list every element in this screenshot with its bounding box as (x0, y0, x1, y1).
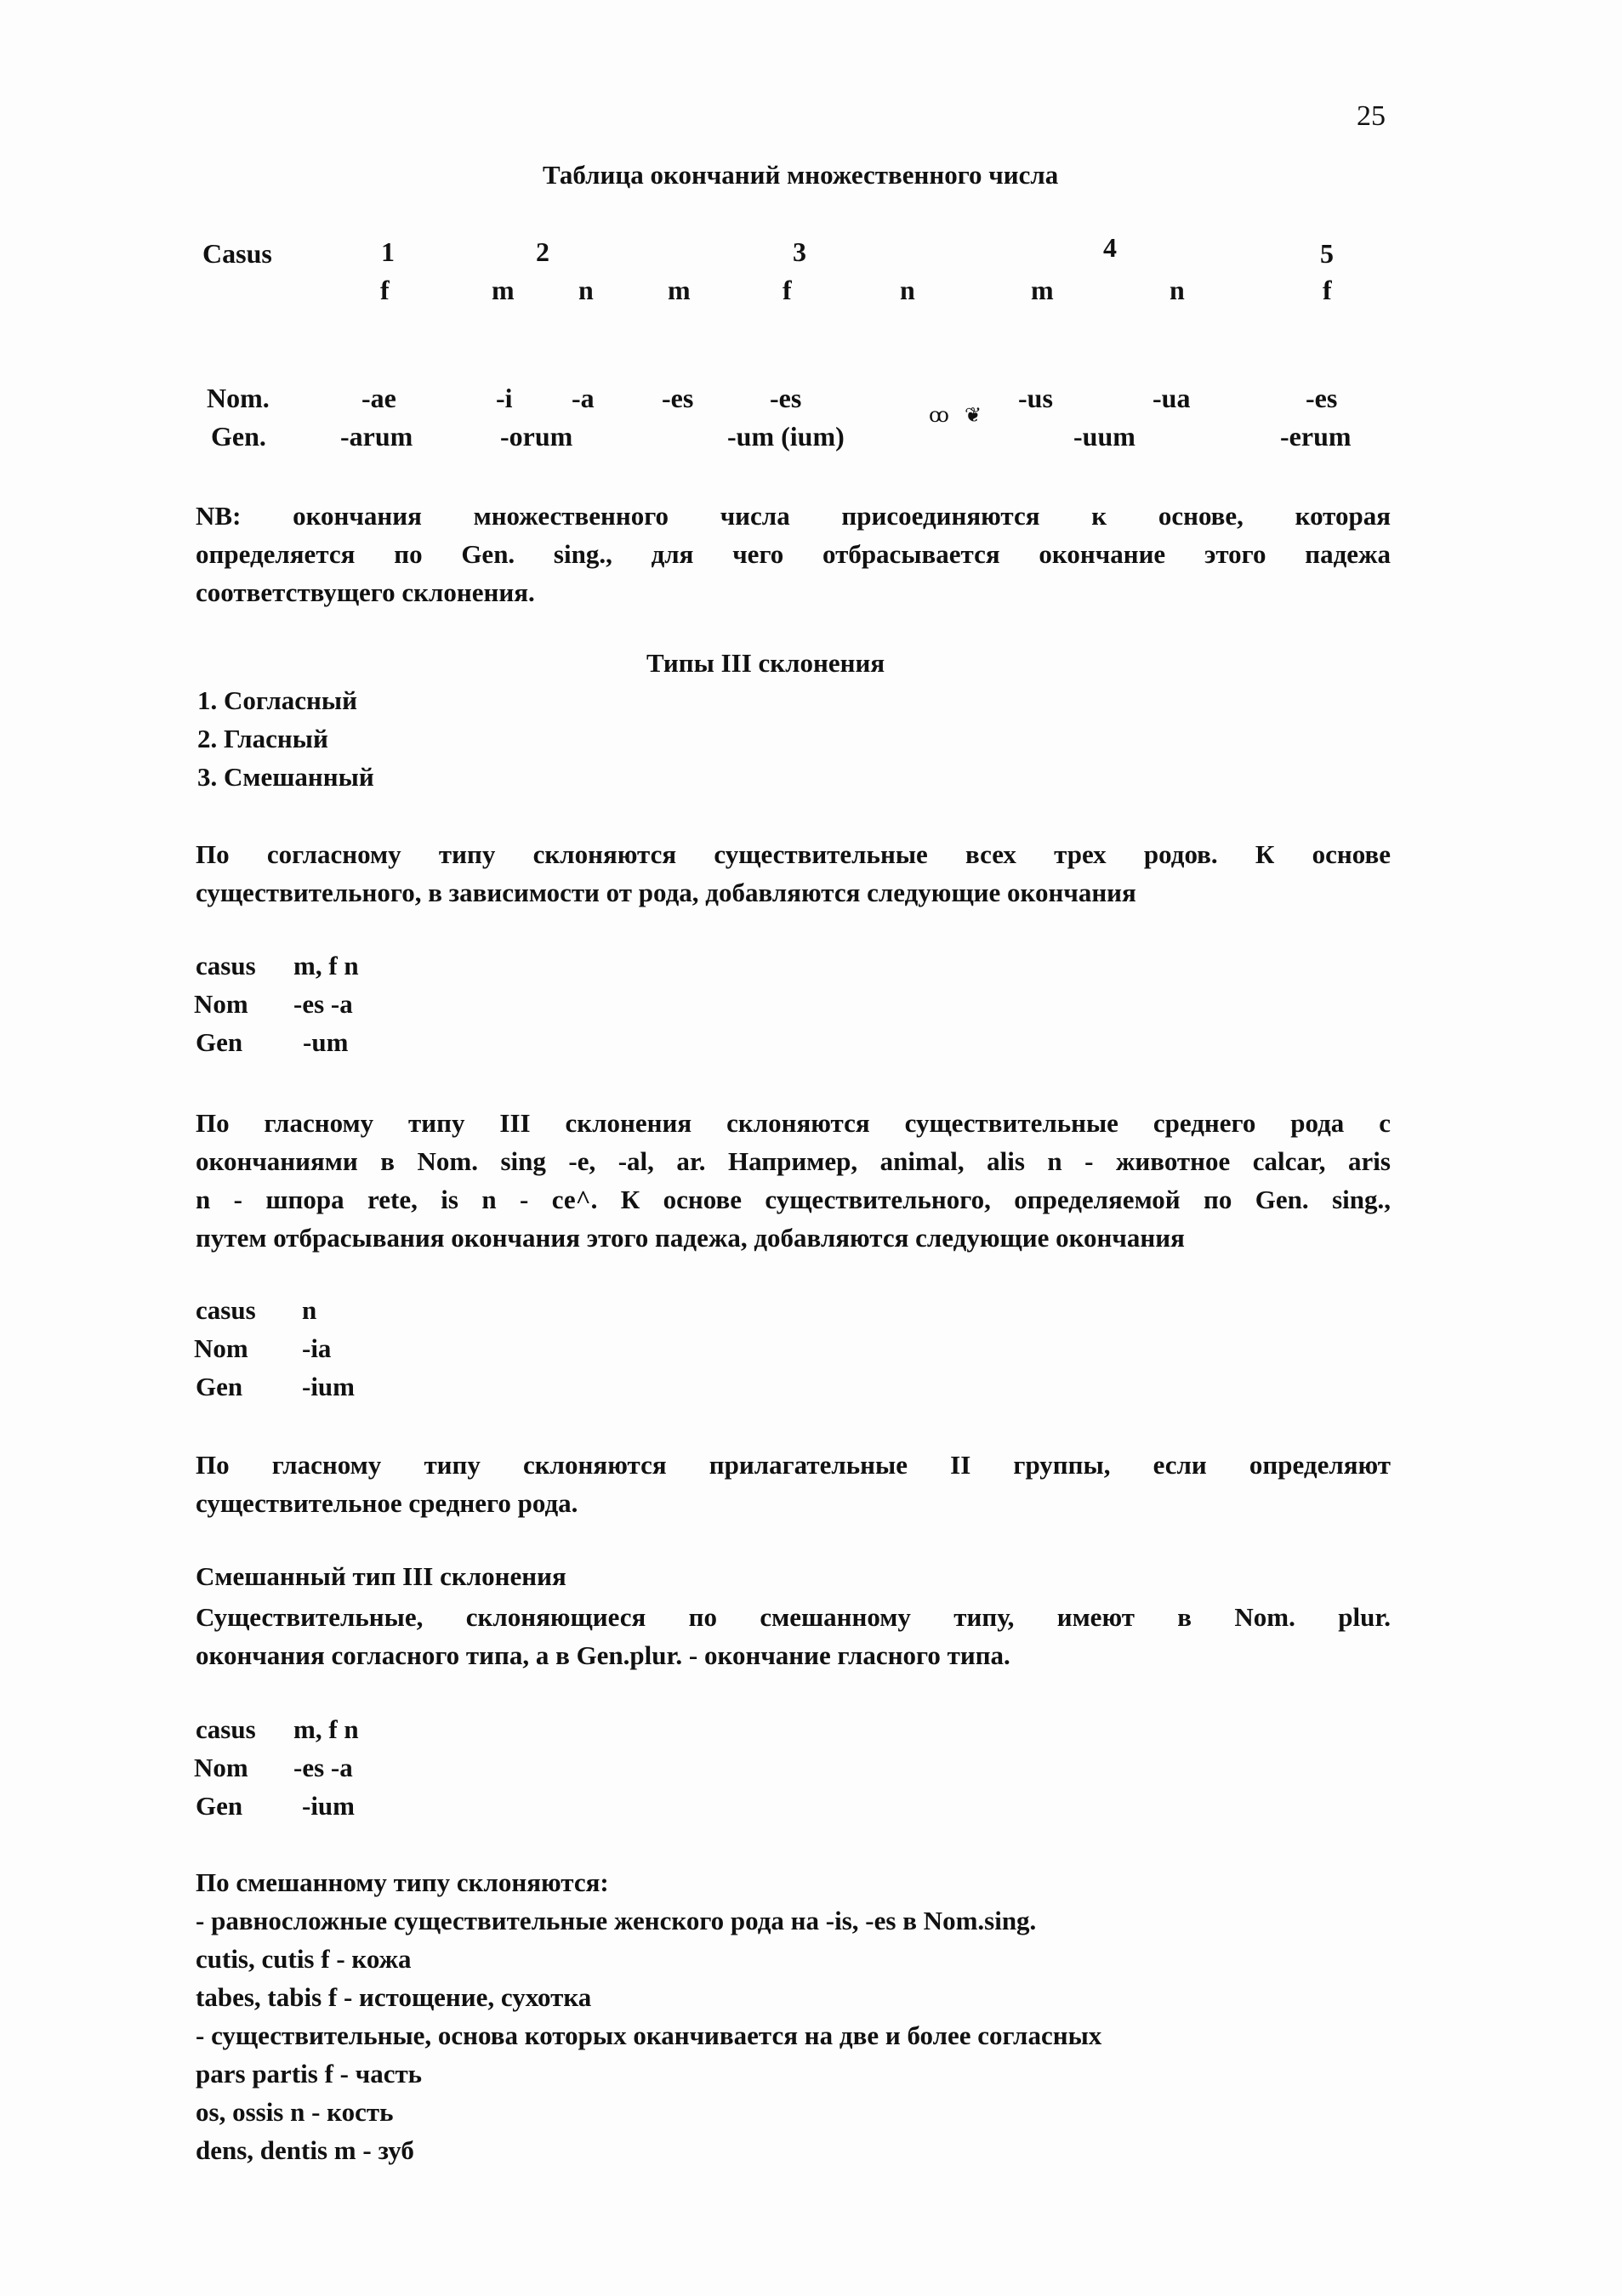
text-line: По гласному типу III склонения склоняются существительные среднего рода с (196, 1108, 1391, 1138)
text-line: существительное среднего рода. (196, 1488, 578, 1518)
gen-ending: -erum (1280, 421, 1352, 452)
adjective-paragraph (196, 1446, 1391, 1522)
mini-table-cell: Nom (194, 1753, 248, 1782)
declension-2: 2 (536, 236, 549, 267)
mini-table-cell: m, f n (293, 1714, 359, 1744)
text-line: соответствущего склонения. (196, 577, 535, 607)
nom-ending: -es (1306, 383, 1338, 413)
nom-ending: -ae (361, 383, 396, 413)
mini-table-cell: casus (196, 951, 256, 980)
nom-ending: -us (1018, 383, 1053, 413)
mini-table-cell: Gen (196, 1791, 243, 1821)
text-line: Существительные, склоняющиеся по смешанному типу, имеют в Nom. plur. (196, 1602, 1391, 1632)
text-line: NB: окончания множественного числа присоединяются к основе, которая (196, 501, 1391, 531)
mini-table-cell: -um (303, 1027, 349, 1057)
consonant-paragraph (196, 835, 1391, 912)
declension-5: 5 (1320, 238, 1334, 269)
gender-cell: n (900, 275, 915, 305)
gender-cell: m (492, 275, 515, 305)
nom-ending: -ua (1152, 383, 1191, 413)
nom-label: Nom. (207, 383, 270, 413)
list-line: pars partis f - часть (196, 2059, 423, 2089)
list-line: - существительные, основа которых оканчивается на две и более согласных (196, 2020, 1102, 2050)
mini-table-cell: Nom (194, 1333, 248, 1363)
gen-ending: -orum (500, 421, 573, 452)
gender-cell: f (783, 275, 792, 305)
gen-ending: -uum (1073, 421, 1135, 452)
mini-table-cell: -ium (302, 1791, 355, 1821)
declension-1: 1 (381, 236, 395, 267)
nom-ending: -i (496, 383, 513, 413)
list-item: 3. Смешанный (197, 762, 374, 792)
mini-table-cell: Gen (196, 1027, 243, 1057)
ink-smudge-icon: ꝏ ❦ (929, 405, 982, 427)
casus-label: Casus (202, 238, 272, 269)
text-line: окончаниями в Nom. sing -e, -al, ar. Например, animal, alis n - животное calcar, aris (196, 1146, 1391, 1176)
text-line: n - шпора rete, is n - се^. К основе существительного, определяемой по Gen. sing., (196, 1185, 1391, 1214)
mini-table-cell: Nom (194, 989, 248, 1019)
mini-table-cell: -ium (302, 1372, 355, 1401)
declension-4: 4 (1103, 232, 1117, 263)
gender-cell: f (380, 275, 390, 305)
list-item: 2. Гласный (197, 724, 328, 753)
text-line: По гласному типу склоняются прилагательные II группы, если определяют (196, 1450, 1391, 1480)
mini-table-cell: Gen (196, 1372, 243, 1401)
gender-cell: n (578, 275, 594, 305)
declension-3: 3 (793, 236, 806, 267)
list-line: - равносложные существительные женского рода на -is, -es в Nom.sing. (196, 1906, 1037, 1935)
text-line: окончания согласного типа, а в Gen.plur. - окончание гласного типа. (196, 1640, 1010, 1670)
mini-table-cell: -es -a (293, 1753, 353, 1782)
nom-ending: -a (572, 383, 595, 413)
nom-ending: -es (770, 383, 802, 413)
types-heading: Типы III склонения (646, 648, 885, 678)
text-line: определяется по Gen. sing., для чего отбрасывается окончание этого падежа (196, 539, 1391, 569)
gen-ending: -um (ium) (727, 421, 845, 452)
list-line: os, ossis n - кость (196, 2097, 394, 2127)
mini-table-cell: m, f n (293, 951, 359, 980)
mini-table-cell: -es -a (293, 989, 353, 1019)
list-line: По смешанному типу склоняются: (196, 1867, 609, 1897)
list-line: dens, dentis m - зуб (196, 2135, 414, 2165)
page-number: 25 (1357, 100, 1386, 132)
vowel-paragraph (196, 1104, 1391, 1257)
mixed-paragraph (196, 1598, 1391, 1674)
text-line: существительного, в зависимости от рода, добавляются следующие окончания (196, 878, 1136, 907)
gender-cell: m (668, 275, 691, 305)
table-title: Таблица окончаний множественного числа (543, 160, 1059, 190)
text-line: По согласному типу склоняются существительные всех трех родов. К основе (196, 839, 1391, 869)
list-line: tabes, tabis f - истощение, сухотка (196, 1982, 592, 2012)
gender-cell: n (1170, 275, 1185, 305)
list-line: cutis, cutis f - кожа (196, 1944, 412, 1974)
mixed-heading: Смешанный тип III склонения (196, 1561, 566, 1591)
nom-ending: -es (662, 383, 694, 413)
gen-ending: -arum (340, 421, 413, 452)
gender-cell: f (1323, 275, 1332, 305)
list-item: 1. Согласный (197, 685, 357, 715)
mini-table-cell: -ia (302, 1333, 332, 1363)
mini-table-cell: casus (196, 1295, 256, 1325)
text-line: путем отбрасывания окончания этого падежа, добавляются следующие окончания (196, 1223, 1185, 1253)
mini-table-cell: casus (196, 1714, 256, 1744)
gen-label: Gen. (211, 421, 266, 452)
mini-table-cell: n (302, 1295, 317, 1325)
gender-cell: m (1031, 275, 1054, 305)
nb-paragraph (196, 497, 1391, 611)
